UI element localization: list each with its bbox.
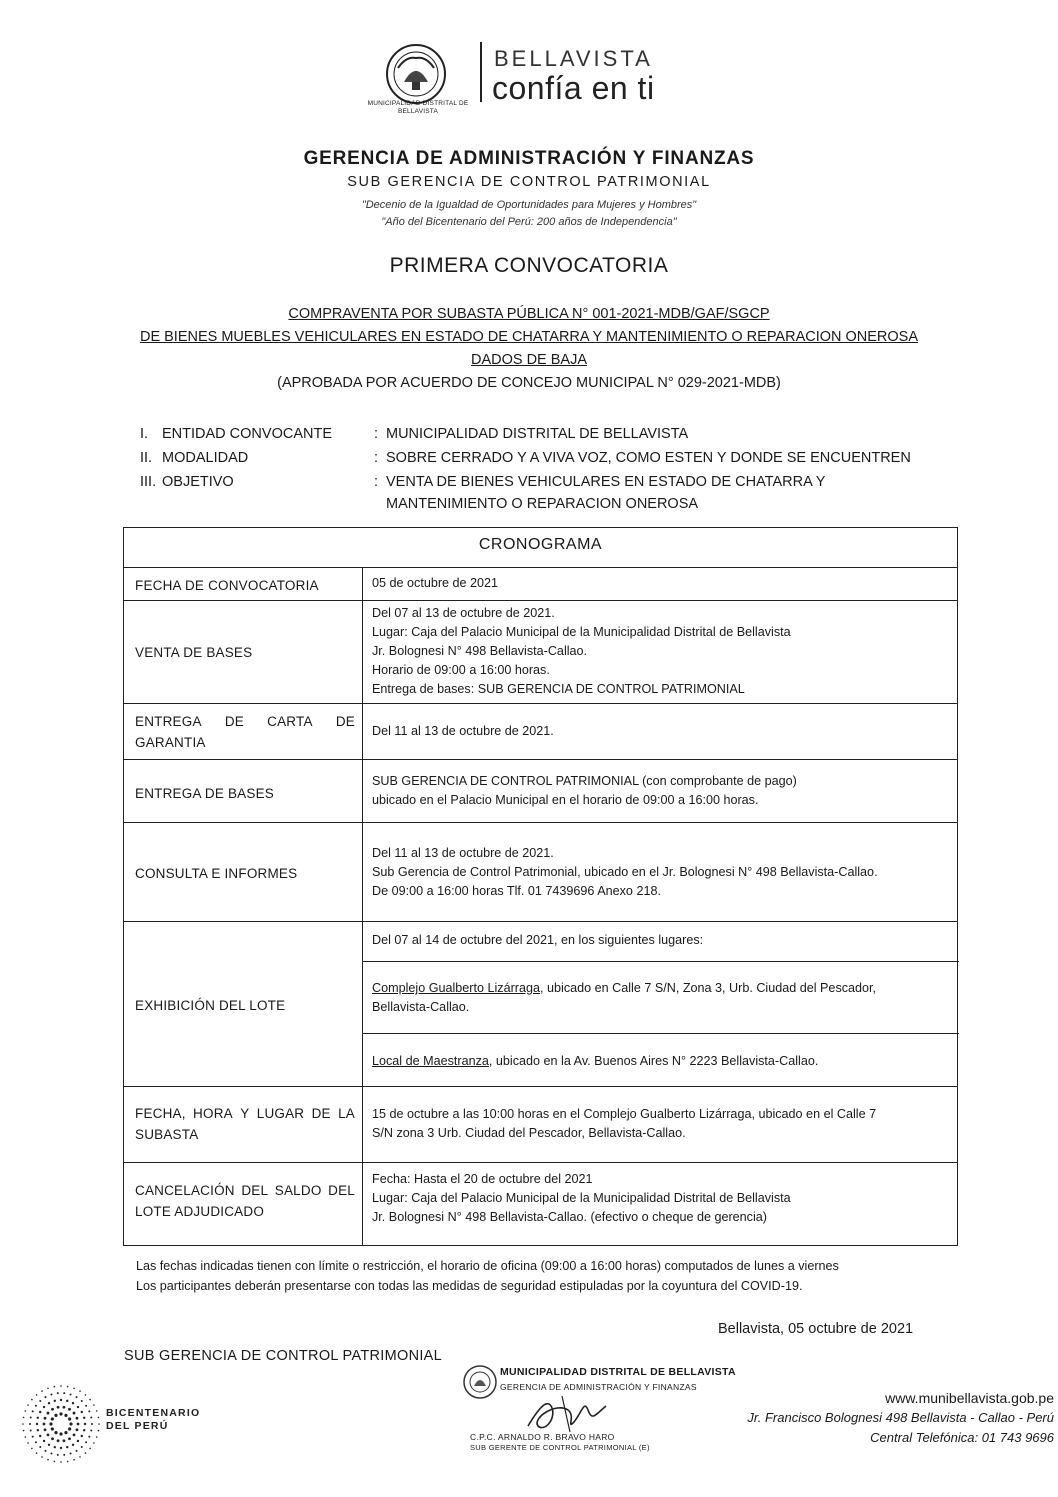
schedule-note: Los participantes deberán presentarse con todas las medidas de seguridad estipuladas por la coyuntura del COVID-19.: [136, 1279, 803, 1293]
schedule-value: Del 07 al 13 de octubre de 2021. Lugar: Caja del Palacio Municipal de la Municipalidad Distrital de Bellavista Jr. Bolognesi N° 498 Bellavista-Callao. Horario de 09:00 a 16:00 horas. Entrega de bases: SUB GERENCIA DE CONTROL PATRIMONIAL: [372, 606, 791, 696]
schedule-value: SUB GERENCIA DE CONTROL PATRIMONIAL (con comprobante de pago) ubicado en el Palacio Municipal en el horario de 09:00 a 16:00 horas.: [372, 774, 797, 807]
signer-title: SUB GERENTE DE CONTROL PATRIMONIAL (E): [470, 1443, 650, 1452]
schedule-value: Del 11 al 13 de octubre de 2021.: [372, 724, 554, 738]
schedule-label: FECHA, HORA Y LUGAR DE LA SUBASTA: [135, 1106, 355, 1142]
row-divider: [124, 759, 957, 760]
schedule-label: CANCELACIÓN DEL SALDO DEL LOTE ADJUDICADO: [135, 1183, 355, 1219]
stamp-seal-icon: [462, 1364, 498, 1400]
row-divider: [362, 961, 959, 962]
signing-office: SUB GERENCIA DE CONTROL PATRIMONIAL: [124, 1348, 443, 1364]
schedule-value: 05 de octubre de 2021: [372, 576, 499, 590]
logo-caption: MUNICIPALIDAD DISTRITAL DE BELLAVISTA: [367, 100, 469, 115]
schedule-label: ENTREGA DE CARTA DE GARANTIA: [135, 714, 355, 750]
row-divider: [124, 567, 957, 568]
schedule-label: EXHIBICIÓN DEL LOTE: [135, 998, 286, 1013]
subasta-reference: COMPRAVENTA POR SUBASTA PÚBLICA N° 001-2021-MDB/GAF/SGCP: [288, 306, 770, 322]
logo-brand: BELLAVISTA: [494, 46, 653, 71]
phone: Central Telefónica: 01 743 9696: [870, 1430, 1054, 1445]
item-value: SOBRE CERRADO Y A VIVA VOZ, COMO ESTEN Y DONDE SE ENCUENTREN: [386, 450, 911, 466]
item-value: MUNICIPALIDAD DISTRITAL DE BELLAVISTA: [386, 426, 689, 442]
schedule-table: [123, 527, 958, 1246]
address: Jr. Francisco Bolognesi 498 Bellavista - Callao - Perú: [747, 1410, 1054, 1425]
schedule-label: ENTREGA DE BASES: [135, 786, 274, 801]
logo-divider: [480, 42, 482, 102]
schedule-value: Del 07 al 14 de octubre del 2021, en los siguientes lugares:: [372, 933, 704, 947]
bicentenario-text: BICENTENARIO DEL PERÚ: [106, 1407, 201, 1432]
subasta-subject-cont: DADOS DE BAJA: [470, 352, 588, 368]
column-divider: [362, 567, 363, 1245]
place-and-date: Bellavista, 05 octubre de 2021: [718, 1321, 914, 1337]
signer-name: C.P.C. ARNALDO R. BRAVO HARO: [470, 1432, 615, 1442]
schedule-note: Las fechas indicadas tienen con límite o restricción, el horario de oficina (09:00 a 16:00 horas) computados de lunes a viernes: [136, 1259, 839, 1273]
schedule-label: VENTA DE BASES: [135, 645, 253, 660]
row-divider: [124, 703, 957, 704]
row-divider: [124, 822, 957, 823]
schedule-value: Complejo Gualberto Lizárraga, ubicado en Calle 7 S/N, Zona 3, Urb. Ciudad del Pescador, Bellavista-Callao.: [372, 981, 877, 1014]
stamp-department: GERENCIA DE ADMINISTRACIÓN Y FINANZAS: [500, 1382, 697, 1392]
document-title: PRIMERA CONVOCATORIA: [389, 254, 669, 277]
schedule-title: CRONOGRAMA: [478, 536, 603, 553]
approval-note: (APROBADA POR ACUERDO DE CONCEJO MUNICIPAL N° 029-2021-MDB): [277, 375, 781, 391]
bicentenario-quote: "Año del Bicentenario del Perú: 200 años de Independencia": [381, 216, 677, 228]
schedule-value: Fecha: Hasta el 20 de octubre del 2021 Lugar: Caja del Palacio Municipal de la Municipalidad Distrital de Bellavista Jr. Bolognesi N° 498 Bellavista-Callao. (efectivo o cheque de gerencia): [372, 1172, 791, 1224]
schedule-value: Del 11 al 13 de octubre de 2021. Sub Gerencia de Control Patrimonial, ubicado en el Jr. Bolognesi N° 498 Bellavista-Callao. De 09:00 a 16:00 horas Tlf. 01 7439696 Anexo 218.: [372, 846, 878, 898]
schedule-label: CONSULTA E INFORMES: [135, 866, 298, 881]
municipal-seal-icon: [384, 42, 448, 106]
schedule-value: Local de Maestranza, ubicado en la Av. Buenos Aires N° 2223 Bellavista-Callao.: [372, 1054, 819, 1068]
logo-slogan: confía en ti: [492, 70, 655, 106]
item-label: MODALIDAD: [162, 450, 249, 466]
schedule-label: FECHA DE CONVOCATORIA: [135, 578, 319, 593]
item-number: I.: [140, 426, 149, 442]
item-value: VENTA DE BIENES VEHICULARES EN ESTADO DE CHATARRA Y: [386, 474, 826, 490]
schedule-value: 15 de octubre a las 10:00 horas en el Complejo Gualberto Lizárraga, ubicado en el Calle 7 S/N zona 3 Urb. Ciudad del Pescador, Bellavista-Callao.: [372, 1107, 877, 1140]
item-number: III.: [140, 474, 157, 490]
row-divider: [124, 921, 957, 922]
handwritten-signature: [522, 1392, 612, 1436]
item-label: OBJETIVO: [162, 474, 234, 490]
decenio-quote: "Decenio de la Igualdad de Oportunidades para Mujeres y Hombres": [361, 199, 697, 211]
subasta-subject: DE BIENES MUEBLES VEHICULARES EN ESTADO DE CHATARRA Y MANTENIMIENTO O REPARACION ONEROSA: [139, 329, 919, 345]
row-divider: [124, 1086, 957, 1087]
row-divider: [124, 1162, 957, 1163]
item-separator: :: [374, 426, 379, 442]
sub-gerencia-heading: SUB GERENCIA DE CONTROL PATRIMONIAL: [347, 174, 711, 190]
item-value-cont: MANTENIMIENTO O REPARACION ONEROSA: [386, 496, 699, 512]
row-divider: [124, 600, 957, 601]
gerencia-heading: GERENCIA DE ADMINISTRACIÓN Y FINANZAS: [303, 148, 755, 169]
item-label: ENTIDAD CONVOCANTE: [162, 426, 332, 442]
website-link[interactable]: www.munibellavista.gob.pe: [885, 1390, 1054, 1406]
bicentenario-logo-icon: [22, 1385, 100, 1463]
item-separator: :: [374, 450, 379, 466]
item-number: II.: [140, 450, 153, 466]
row-divider: [362, 1033, 959, 1034]
stamp-entity: MUNICIPALIDAD DISTRITAL DE BELLAVISTA: [500, 1366, 736, 1378]
item-separator: :: [374, 474, 379, 490]
